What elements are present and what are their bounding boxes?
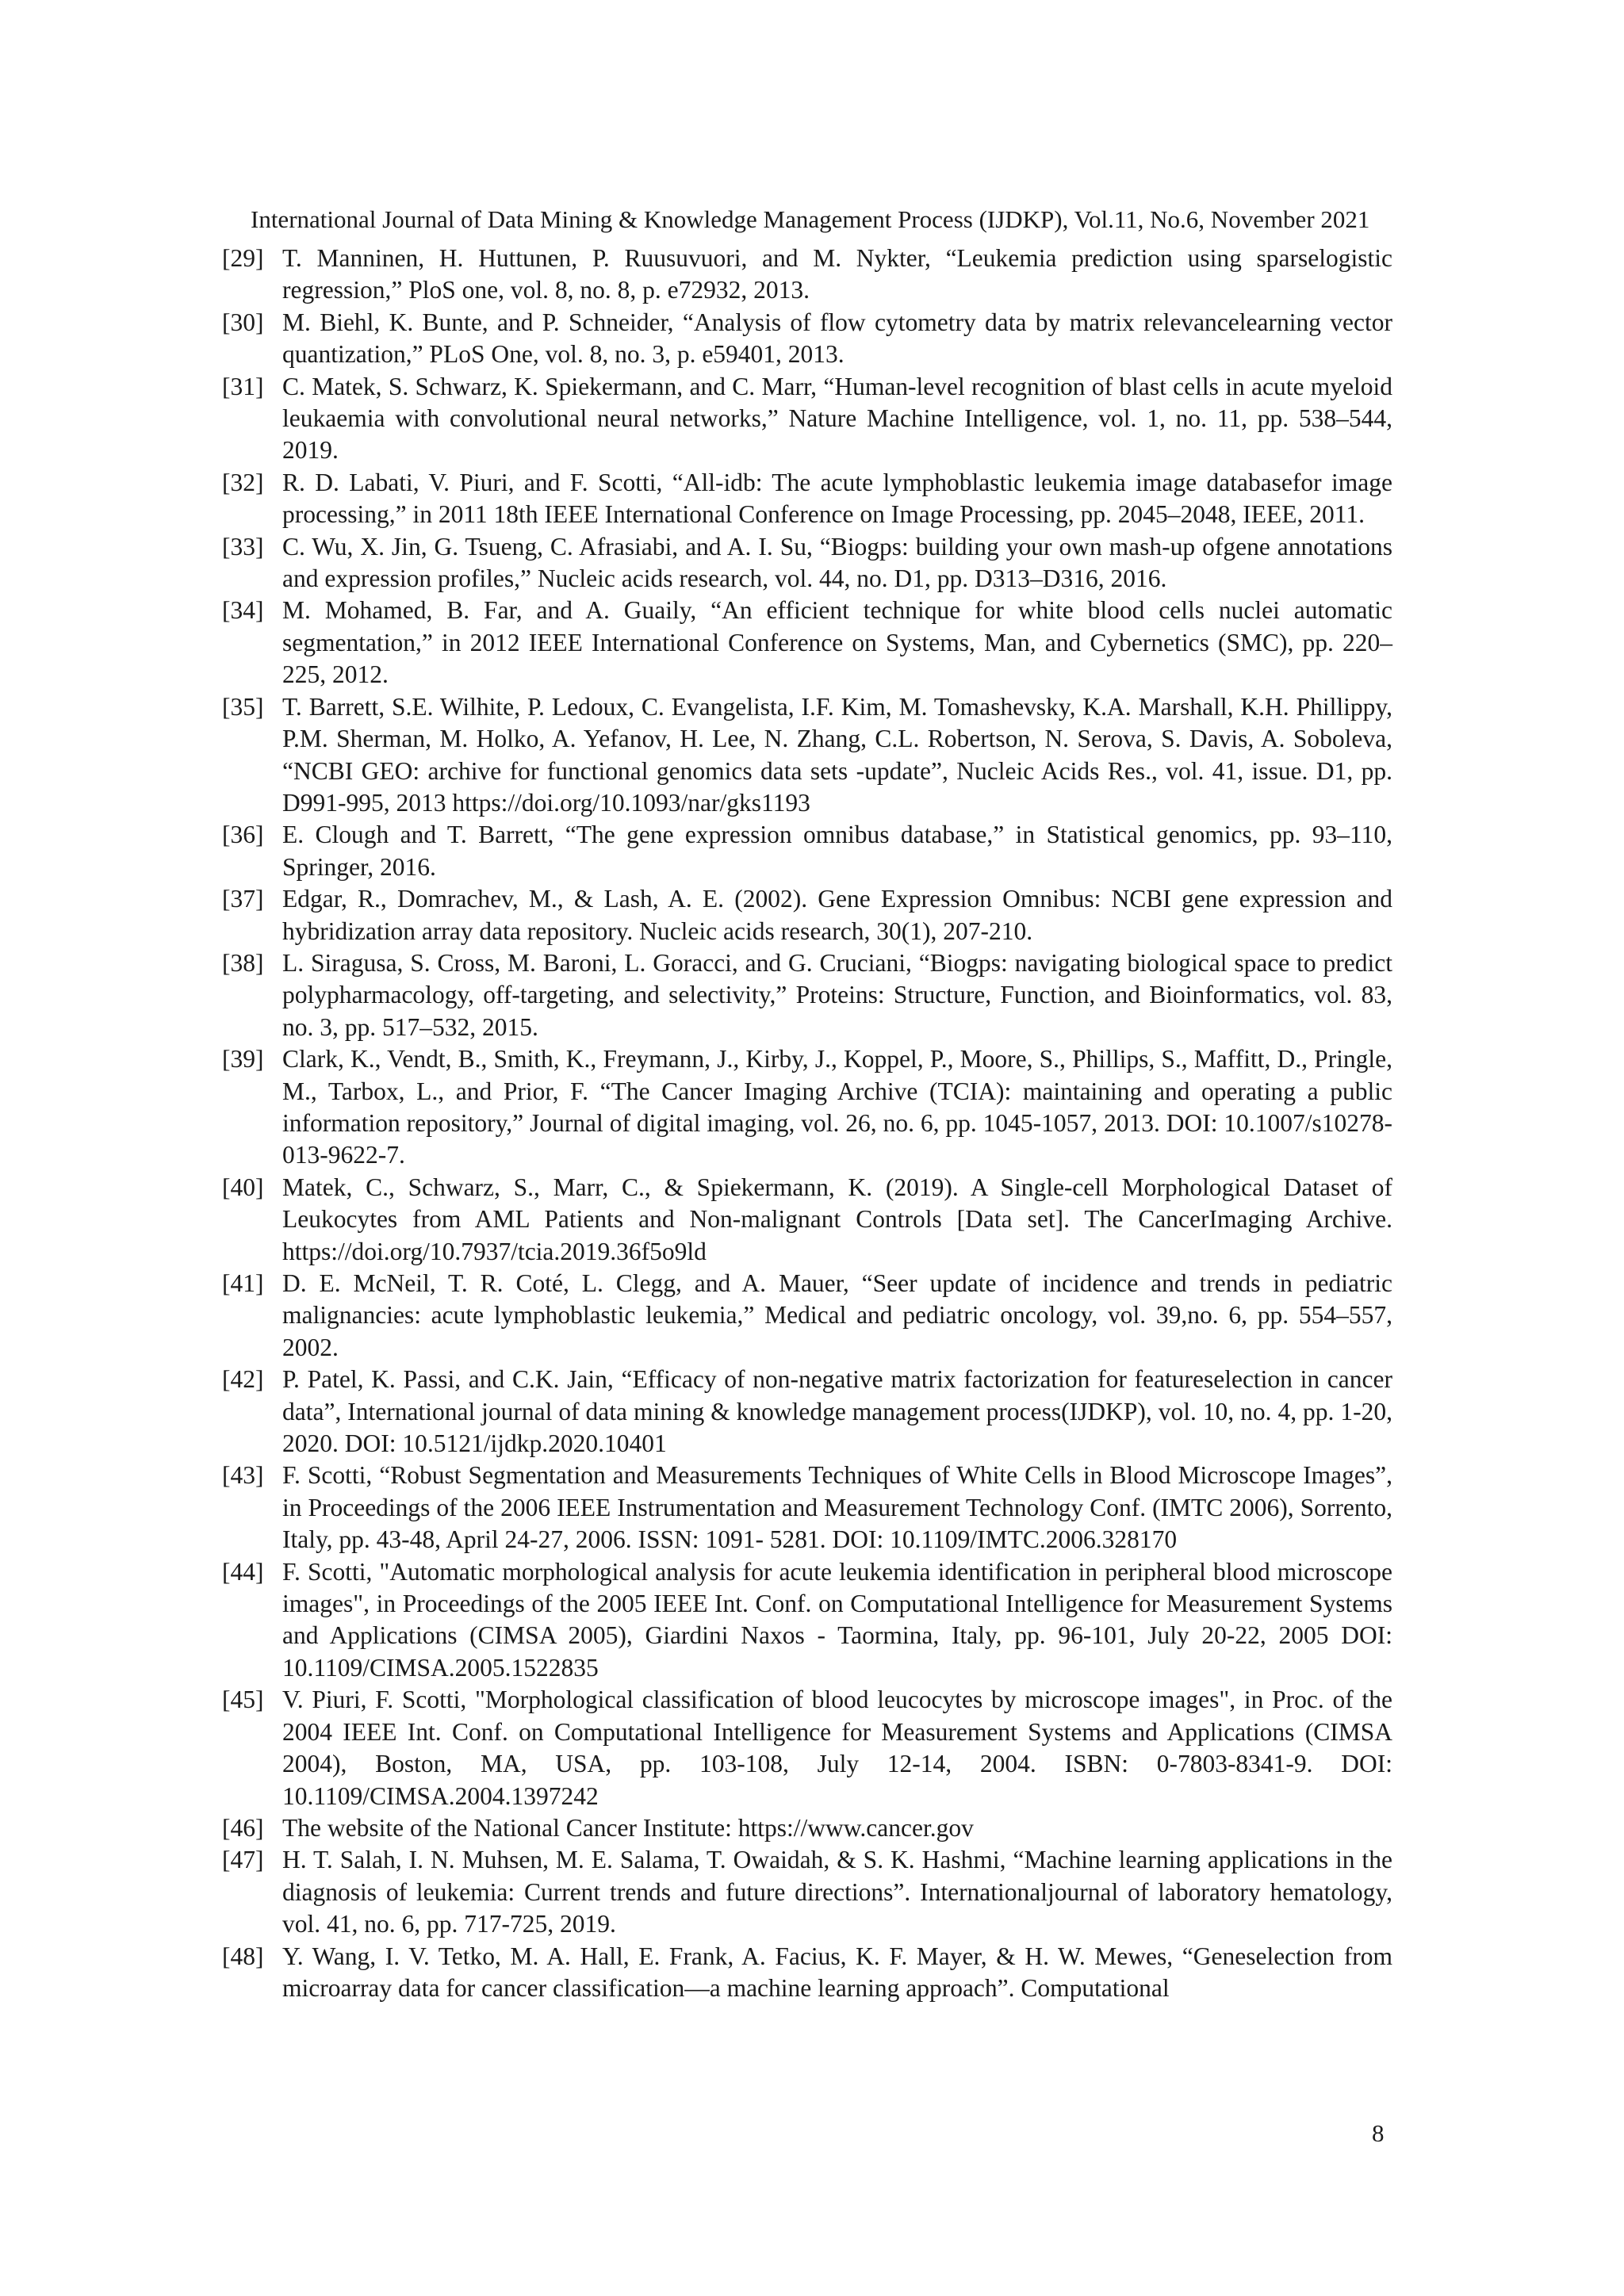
reference-item (222, 371, 1392, 467)
reference-item (222, 307, 1392, 371)
reference-item (222, 947, 1392, 1043)
reference-text: Clark, K., Vendt, B., Smith, K., Freymann, J., Kirby, J., Koppel, P., Moore, S., Phillips, S., Maffitt, D., Pringle, M., Tarbox, L., and Prior, F. “The Cancer Imaging Archive (TCIA): maintaining and operating a public information repository,” Journal of digital imaging, vol. 26, no. 6, pp. 1045-1057, 2013. DOI: 10.1007/s10278-013-9622-7. (282, 1045, 1392, 1169)
reference-list (222, 243, 1392, 2004)
reference-text: M. Biehl, K. Bunte, and P. Schneider, “Analysis of flow cytometry data by matrix relevancelearning vector quantization,” PLoS One, vol. 8, no. 3, p. e59401, 2013. (282, 308, 1392, 369)
reference-item (222, 1268, 1392, 1364)
reference-number: [34] (222, 596, 264, 625)
reference-item (222, 1556, 1392, 1685)
reference-text: F. Scotti, “Robust Segmentation and Measurements Techniques of White Cells in Blood Microscope Images”, in Proceedings of the 2006 IEEE Instrumentation and Measurement Technology Conf. (IMTC 2006), Sorrento, Italy, pp. 43-48, April 24-27, 2006. ISSN: 1091- 5281. DOI: 10.1109/IMTC.2006.328170 (282, 1461, 1392, 1554)
reference-number: [44] (222, 1557, 264, 1586)
reference-item (222, 1364, 1392, 1460)
reference-item (222, 1941, 1392, 2005)
reference-item (222, 243, 1392, 307)
reference-text: L. Siragusa, S. Cross, M. Baroni, L. Goracci, and G. Cruciani, “Biogps: navigating biological space to predict polypharmacology, off-targeting, and selectivity,” Proteins: Structure, Function, and Bioinformatics, vol. 83, no. 3, pp. 517–532, 2015. (282, 948, 1392, 1041)
reference-number: [36] (222, 821, 264, 849)
reference-number: [35] (222, 692, 264, 721)
reference-text: E. Clough and T. Barrett, “The gene expression omnibus database,” in Statistical genomics, pp. 93–110, Springer, 2016. (282, 821, 1392, 881)
reference-number: [46] (222, 1813, 264, 1842)
reference-item (222, 1043, 1392, 1172)
reference-text: H. T. Salah, I. N. Muhsen, M. E. Salama, T. Owaidah, & S. K. Hashmi, “Machine learning applications in the diagnosis of leukemia: Current trends and future directions”. Internationaljournal of laboratory hematology, vol. 41, no. 6, pp. 717-725, 2019. (282, 1846, 1392, 1938)
reference-number: [31] (222, 372, 264, 400)
reference-text: Matek, C., Schwarz, S., Marr, C., & Spiekermann, K. (2019). A Single-cell Morphological Dataset of Leukocytes from AML Patients and Non-malignant Controls [Data set]. The CancerImaging Archive. https://doi.org/10.7937/tcia.2019.36f5o9ld (282, 1173, 1392, 1265)
running-header: International Journal of Data Mining & Knowledge Management Process (IJDKP), Vol.11, No.6, November 2021 (251, 205, 1370, 233)
reference-item (222, 1172, 1392, 1268)
reference-number: [43] (222, 1461, 264, 1490)
reference-text: R. D. Labati, V. Piuri, and F. Scotti, “All-idb: The acute lymphoblastic leukemia image databasefor image processing,” in 2011 18th IEEE International Conference on Image Processing, pp. 2045–2048, IEEE, 2011. (282, 468, 1392, 529)
reference-number: [48] (222, 1942, 264, 1970)
reference-number: [37] (222, 885, 264, 913)
reference-text: Edgar, R., Domrachev, M., & Lash, A. E. (2002). Gene Expression Omnibus: NCBI gene expression and hybridization array data repository. Nucleic acids research, 30(1), 207-210. (282, 885, 1392, 945)
reference-number: [30] (222, 308, 264, 336)
reference-text: C. Wu, X. Jin, G. Tsueng, C. Afrasiabi, and A. I. Su, “Biogps: building your own mash-up ofgene annotations and expression profiles,” Nucleic acids research, vol. 44, no. D1, pp. D313–D316, 2016. (282, 532, 1392, 593)
reference-text: D. E. McNeil, T. R. Coté, L. Clegg, and A. Mauer, “Seer update of incidence and trends in pediatric malignancies: acute lymphoblastic leukemia,” Medical and pediatric oncology, vol. 39,no. 6, pp. 554–557, 2002. (282, 1269, 1392, 1361)
reference-item (222, 1460, 1392, 1556)
reference-number: [40] (222, 1173, 264, 1201)
reference-number: [42] (222, 1365, 264, 1394)
reference-item (222, 531, 1392, 595)
reference-number: [32] (222, 468, 264, 496)
reference-text: V. Piuri, F. Scotti, "Morphological classification of blood leucocytes by microscope images", in Proc. of the 2004 IEEE Int. Conf. on Computational Intelligence for Measurement Systems and Applications (CIMSA 2004), Boston, MA, USA, pp. 103-108, July 12-14, 2004. ISBN: 0-7803-8341-9. DOI: 10.1109/CIMSA.2004.1397242 (282, 1686, 1392, 1810)
reference-number: [47] (222, 1846, 264, 1874)
reference-number: [45] (222, 1686, 264, 1714)
reference-text: C. Matek, S. Schwarz, K. Spiekermann, and C. Marr, “Human-level recognition of blast cells in acute myeloid leukaemia with convolutional neural networks,” Nature Machine Intelligence, vol. 1, no. 11, pp. 538–544, 2019. (282, 372, 1392, 465)
reference-text: P. Patel, K. Passi, and C.K. Jain, “Efficacy of non-negative matrix factorization for featureselection in cancer data”, International journal of data mining & knowledge management process(IJDKP), vol. 10, no. 4, pp. 1-20, 2020. DOI: 10.5121/ijdkp.2020.10401 (282, 1365, 1392, 1458)
reference-item (222, 883, 1392, 947)
reference-item (222, 691, 1392, 820)
reference-number: [39] (222, 1045, 264, 1073)
reference-item (222, 467, 1392, 531)
reference-item (222, 1684, 1392, 1812)
reference-item (222, 1844, 1392, 1940)
reference-text: Y. Wang, I. V. Tetko, M. A. Hall, E. Frank, A. Facius, K. F. Mayer, & H. W. Mewes, “Geneselection from microarray data for cancer classification—a machine learning approach”. Computational (282, 1942, 1392, 2002)
reference-item (222, 1812, 1392, 1844)
reference-text: F. Scotti, "Automatic morphological analysis for acute leukemia identification in peripheral blood microscope images", in Proceedings of the 2005 IEEE Int. Conf. on Computational Intelligence for Measurement Systems and Applications (CIMSA 2005), Giardini Naxos - Taormina, Italy, pp. 96-101, July 20-22, 2005 DOI: 10.1109/CIMSA.2005.1522835 (282, 1557, 1392, 1682)
reference-number: [41] (222, 1269, 264, 1297)
reference-text: T. Manninen, H. Huttunen, P. Ruusuvuori, and M. Nykter, “Leukemia prediction using sparselogistic regression,” PloS one, vol. 8, no. 8, p. e72932, 2013. (282, 244, 1392, 304)
reference-text: T. Barrett, S.E. Wilhite, P. Ledoux, C. Evangelista, I.F. Kim, M. Tomashevsky, K.A. Marshall, K.H. Phillippy, P.M. Sherman, M. Holko, A. Yefanov, H. Lee, N. Zhang, C.L. Robertson, N. Serova, S. Davis, A. Soboleva, “NCBI GEO: archive for functional genomics data sets -update”, Nucleic Acids Res., vol. 41, issue. D1, pp. D991-995, 2013 https://doi.org/10.1093/nar/gks1193 (282, 692, 1392, 817)
reference-text: M. Mohamed, B. Far, and A. Guaily, “An efficient technique for white blood cells nuclei automatic segmentation,” in 2012 IEEE International Conference on Systems, Man, and Cybernetics (SMC), pp. 220–225, 2012. (282, 596, 1392, 689)
reference-number: [29] (222, 244, 264, 272)
reference-number: [38] (222, 948, 264, 977)
reference-item (222, 595, 1392, 691)
reference-number: [33] (222, 532, 264, 561)
reference-text: The website of the National Cancer Institute: https://www.cancer.gov (282, 1813, 974, 1842)
reference-item (222, 819, 1392, 883)
page-number: 8 (1372, 2119, 1385, 2147)
